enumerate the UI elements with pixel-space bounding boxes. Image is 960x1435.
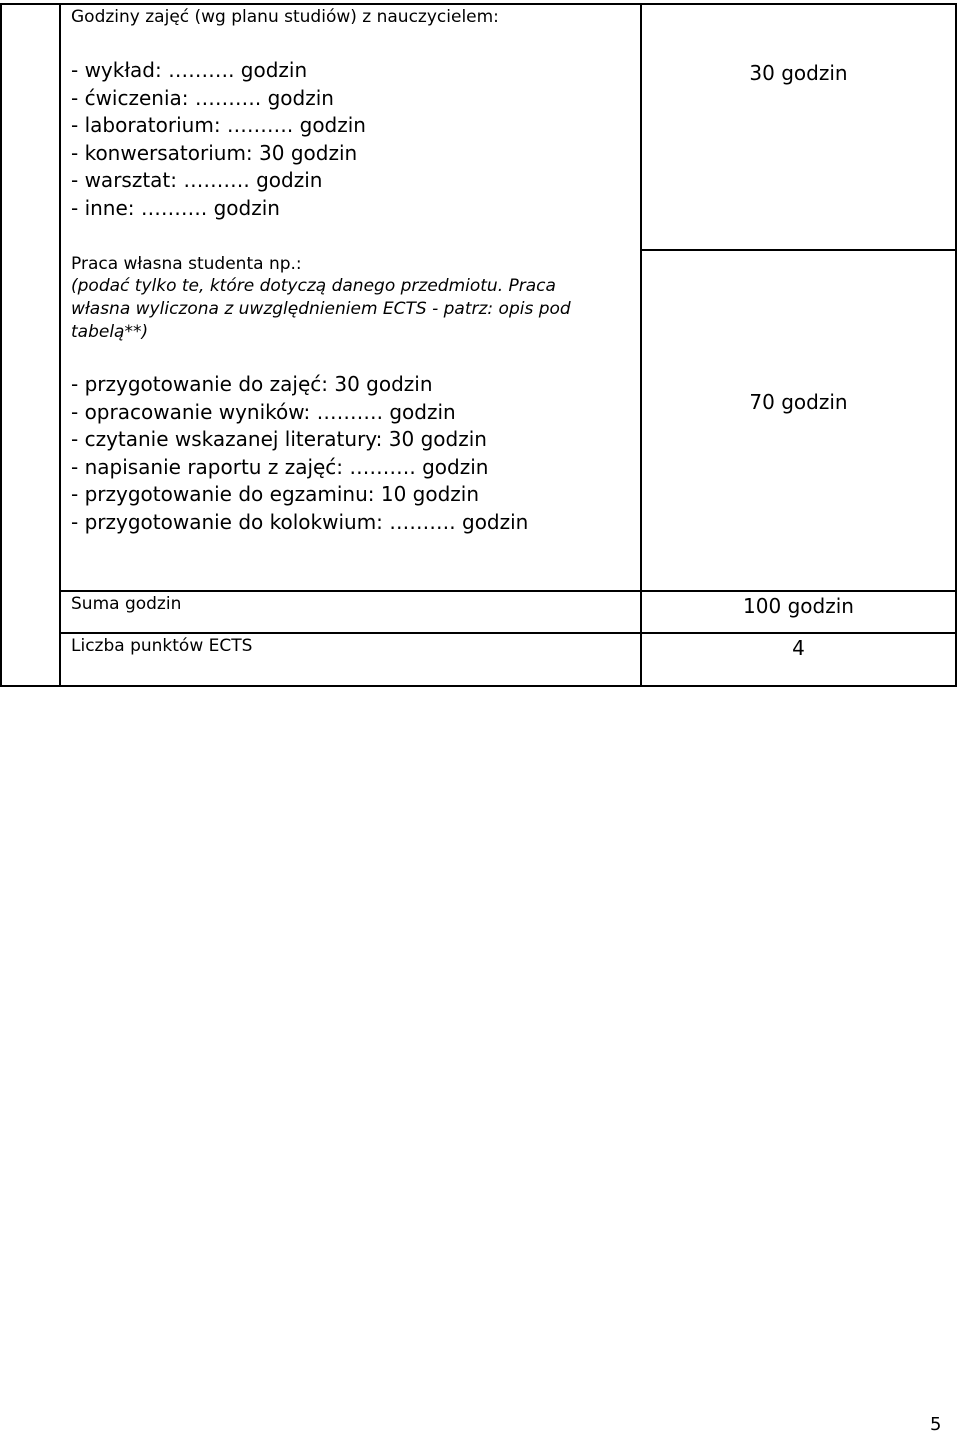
note-line: tabelą**)	[71, 322, 149, 342]
contact-hours-heading: Godziny zajęć (wg planu studiów) z nauczycielem:	[71, 7, 499, 27]
table-border-bottom	[0, 685, 957, 687]
contact-hours-list	[71, 57, 366, 222]
ects-value: 4	[792, 636, 805, 660]
note-line: własna wyliczona z uwzględnieniem ECTS - patrz: opis pod	[71, 299, 571, 319]
list-item: - napisanie raportu z zajęć: ………. godzin	[71, 454, 489, 479]
list-item: - przygotowanie do egzaminu: 10 godzin	[71, 482, 480, 506]
list-item: - konwersatorium: 30 godzin	[71, 140, 358, 165]
list-item: - przygotowanie do kolokwium: ………. godzin	[71, 509, 529, 534]
list-item: - opracowanie wyników: ………. godzin	[71, 399, 456, 424]
list-item: - wykład: ………. godzin	[71, 58, 308, 82]
column-divider-right	[640, 3, 642, 687]
row-divider-2	[59, 590, 957, 592]
ects-label: Liczba punktów ECTS	[71, 636, 253, 656]
row-divider-3	[59, 632, 957, 634]
self-study-total: 70 godzin	[749, 390, 848, 414]
table-border-left	[0, 3, 2, 687]
self-study-list	[71, 371, 528, 536]
list-item: - przygotowanie do zajęć: 30 godzin	[71, 372, 433, 396]
page-number: 5	[930, 1414, 942, 1435]
list-item: - warsztat: ………. godzin	[71, 168, 323, 192]
self-study-heading: Praca własna studenta np.:	[71, 254, 302, 274]
contact-hours-total: 30 godzin	[749, 61, 848, 85]
note-line: (podać tylko te, które dotyczą danego przedmiotu. Praca	[71, 276, 556, 296]
table-border-top	[0, 3, 957, 5]
table-border-right	[955, 3, 957, 687]
self-study-note	[71, 275, 571, 344]
list-item: - ćwiczenia: ………. godzin	[71, 85, 334, 110]
column-divider-left	[59, 3, 61, 687]
row-divider-1-right	[640, 249, 957, 251]
sum-label: Suma godzin	[71, 594, 182, 614]
list-item: - laboratorium: ………. godzin	[71, 113, 366, 137]
list-item: - inne: ………. godzin	[71, 195, 280, 220]
sum-value: 100 godzin	[743, 594, 854, 618]
list-item: - czytanie wskazanej literatury: 30 godzin	[71, 427, 487, 451]
